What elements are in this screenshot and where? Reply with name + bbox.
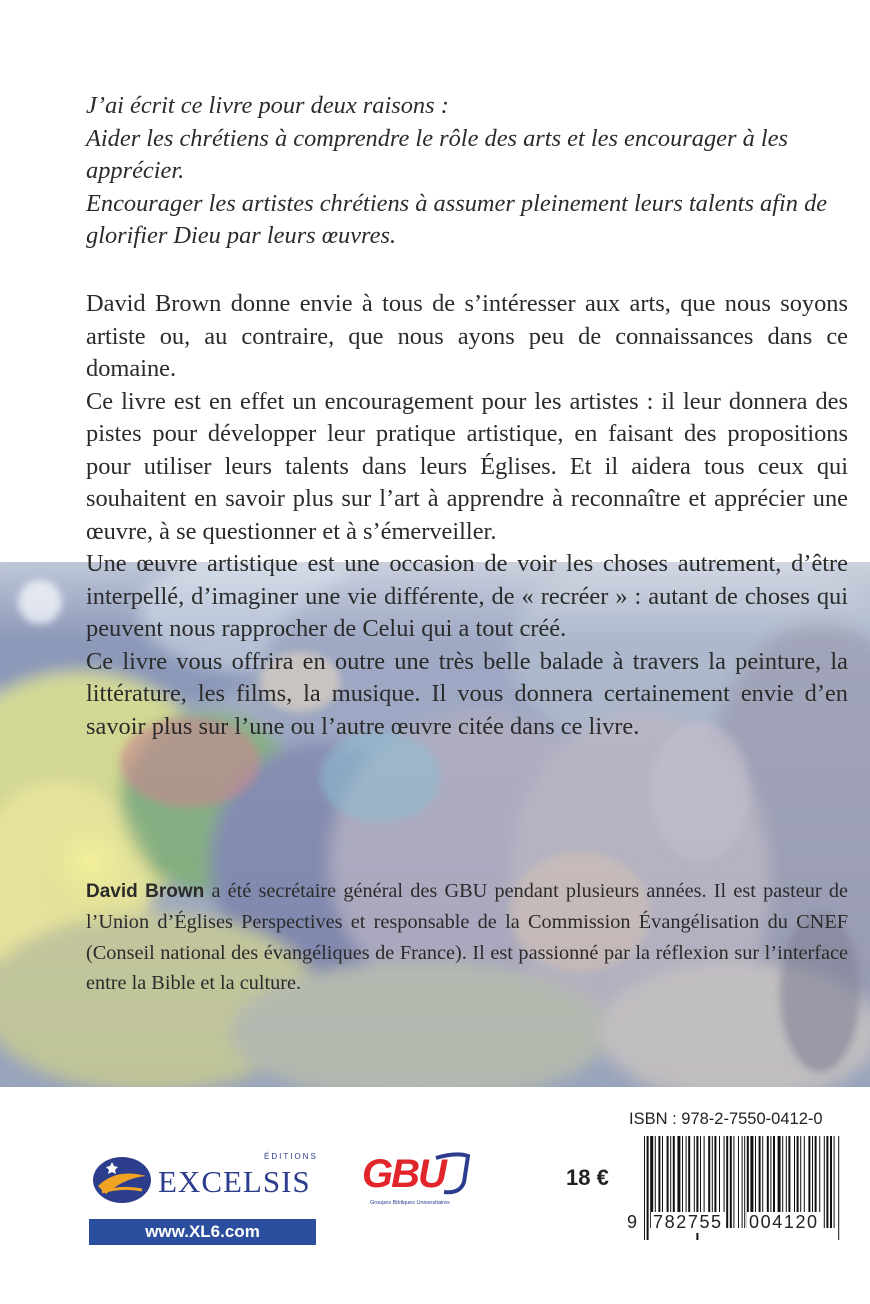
publisher-logo [92, 1150, 317, 1208]
publisher-small-label: ÉDITIONS [264, 1152, 318, 1161]
intro-text [86, 90, 848, 253]
excelsis-emblem-icon [92, 1156, 152, 1204]
author-name: David Brown [86, 881, 205, 902]
author-bio-text: a été secrétaire général des GBU pendant plusieurs années. Il est pasteur de l’Union d’Églises Perspectives et responsable de la Commission Évangélisation du CNEF (Conseil national des évangéliques de France). Il est passionné par la réflexion sur l’interface entre la Bible et la culture. [86, 880, 849, 994]
description-paragraph: Une œuvre artistique est une occasion de voir les choses autrement, d’être interpellé, d’imaginer une vie différente, de « recréer » : autant de choses qui peuvent nous rapprocher de Celui qui a tout créé. [86, 550, 848, 642]
description-paragraph: David Brown donne envie à tous de s’intéresser aux arts, que nous soyons artiste ou, au contraire, que nous ayons peu de connaissances dans ce domaine. [86, 290, 848, 382]
description-paragraph: Ce livre vous offrira en outre une très belle balade à travers la peinture, la littérature, les films, la musique. Il vous donnera certainement envie d’en savoir plus sur l’une ou l’autre œuvre citée dans ce livre. [86, 647, 848, 740]
intro-line-2: Aider les chrétiens à comprendre le rôle des arts et les encourager à les apprécier. [86, 124, 788, 184]
description-paragraph: Ce livre est en effet un encouragement pour les artistes : il leur donnera des pistes pour développer leur pratique artistique, en faisant des propositions pour utiliser leurs talents dans leurs Églises. Et il aidera tous ceux qui souhaitent en savoir plus sur l’art à apprendre à reconnaître et apprécier une œuvre, à se questionner et à s’émerveiller. [86, 387, 848, 545]
gbu-wordmark: GBU [362, 1152, 445, 1196]
gbu-logo [362, 1152, 474, 1210]
barcode-group-2: 004120 [749, 1212, 819, 1232]
publisher-url[interactable]: www.XL6.com [89, 1219, 316, 1245]
barcode-first-digit: 9 [627, 1212, 638, 1232]
price: 18 € [566, 1165, 609, 1190]
gbu-swoosh-icon [426, 1152, 472, 1196]
barcode-group-1: 782755 [653, 1212, 723, 1232]
isbn: ISBN : 978-2-7550-0412-0 [629, 1110, 823, 1128]
publisher-name: EXCELSIS [158, 1164, 311, 1199]
gbu-subtitle: Groupes Bibliques Universitaires [370, 1200, 450, 1206]
author-bio [86, 876, 848, 998]
intro-line-1: J’ai écrit ce livre pour deux raisons : [86, 92, 449, 119]
barcode-digits [627, 1209, 843, 1235]
description-text [86, 288, 848, 743]
intro-line-3: Encourager les artistes chrétiens à assumer pleinement leurs talents afin de glorifier Dieu par leurs œuvres. [86, 189, 828, 249]
